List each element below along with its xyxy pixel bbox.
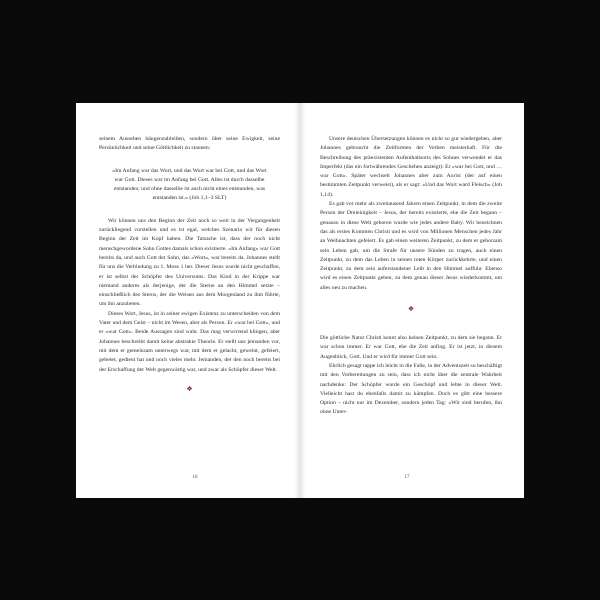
right-paragraph-2: Es gab vor mehr als zweitausend Jahren einen Zeitpunkt, in dem die zweite Person der Dreieinigkeit – Jesus, der bereits existierte, ehe die Zeit begann – genauso in diese Welt geboren wurde wie jedes andere Baby. Wir bezeichnen das als erstes Kommen Christi und es wird von Millionen Menschen jedes Jahr an Weihnachten gefeiert. Es gab einen weiteren Zeitpunkt, zu dem er gehorsam sein Leben gab, um die Strafe für unsere Sünden zu tragen, auch einen Zeitpunkt, zu dem das Leben in seinen toten Körper zurückkehrte, und einen Zeitpunkt, zu dem sein auferstandener Leib in den Himmel auffuhr. Ebenso wird es einen Zeitpunkt geben, zu dem genau dieser Jesus wiederkommt, um alles neu zu machen. — [320, 201, 502, 291]
ornament-icon: ❖ — [186, 384, 193, 393]
ornament-icon: ❖ — [407, 305, 415, 314]
left-paragraph-2: Dieses Wort, Jesus, ist in seiner ewigen Existenz zu unterscheiden von dem Vater und dem Geist – nicht im Wesen, aber als Person. Er »war bei Gott«, und er »war Gott«. Beide Aussagen sind wahr. Das mag verwirrend klingen, aber Johannes beschreibt damit keine abstrakte Theorie. Er stellt uns jemanden vor, mit dem er gemeinsam unterwegs war, mit dem er gelacht, geweint, gefeiert, gebetet, gedient hat und noch vieles mehr. Jemanden, der den noch bereits bei der Erschaffung der Welt gegenwärtig war, und zwar als Schöpfer dieser Welt. — [99, 310, 280, 373]
page-number-left: 16 — [192, 474, 198, 480]
quote-text: »Im Anfang war das Wort, und das Wort war bei Gott, und das Wort war Gott. Dieses war im Anfang bei Gott. Alles ist durch dasselbe entstanden; und ohne dasselbe ist auch nicht eines entstanden, was entstanden ist.« (Joh 1,1–3 SLT) — [112, 167, 267, 202]
right-paragraph-3: Die göttliche Natur Christi kennt also keinen Zeitpunkt, zu dem sie begann. Er war schon immer. Er war Gott, ehe die Zeit anfing. Er ist jetzt, in diesem Augenblick, Gott. Und er wird für immer Gott sein. — [320, 335, 502, 360]
left-paragraph-1: Wir können uns den Beginn der Zeit noch so weit in der Vergangenheit zurückliegend vorstellen und es ist egal, welches Szenario wir für diesen Beginn der Zeit im Kopf haben. Die Tatsache ist, dass der noch nicht menschgewordene Sohn Gottes damals schon existierte. »Im Anfang« war Gott bereits da, und auch Gott der Sohn, das »Wort«, war bereits da. Johannes stellt für uns die Verbindung zu 1. Mose 1 her. Dieser Jesus wurde nicht geschaffen, er ist selbst der Schöpfer des Universums. Das Kind in der Krippe war niemand anderes als derjenige, der die Sterne an den Himmel setzte – einschließlich des Sterns, der die Weisen aus dem Morgenland zu ihm führte, um ihn anzubeten. — [99, 217, 280, 308]
left-page — [76, 103, 300, 498]
bible-quote — [109, 167, 270, 204]
right-paragraph-1: Unsere deutschen Übersetzungen können es nicht so gut wiedergeben, aber Johannes gebraucht die Zeitformen der Verben meisterhaft. Für die Beschreibung des präexistenten Aufenthaltsorts des Sohnes verwendet er das Imperfekt (das ein fortwährendes Geschehen anzeigt): Er »war bei Gott, und … war Gott«. Später wechselt Johannes aber zum Aorist (der auf einen bestimmten Zeitpunkt verweist), als er sagt: »Und das Wort ward Fleisch« (Joh 1,14). — [320, 136, 502, 198]
right-page — [300, 103, 524, 498]
left-intro-text: seinem Aussehen hängenzubleiben, sondern über seine Ewigkeit, seine Persönlichkeit und seine Göttlichkeit zu staunen: — [99, 136, 280, 152]
page-number-right: 17 — [404, 474, 410, 480]
right-paragraph-4: Ehrlich gesagt tappe ich leicht in die Falle, in der Adventszeit so beschäftigt mit den Vorbereitungen zu sein, dass ich nicht über die zentrale Wahrheit nachdenke: Der Schöpfer wurde ein Geschöpf und lebte in dieser Welt. Vielleicht hast du ebenfalls damit zu kämpfen. Doch es gibt eine bessere Option – nicht nur im Dezember, sondern jeden Tag: »Wir sind berufen, ihn ohne Unter- — [320, 362, 502, 416]
open-book — [76, 103, 524, 498]
